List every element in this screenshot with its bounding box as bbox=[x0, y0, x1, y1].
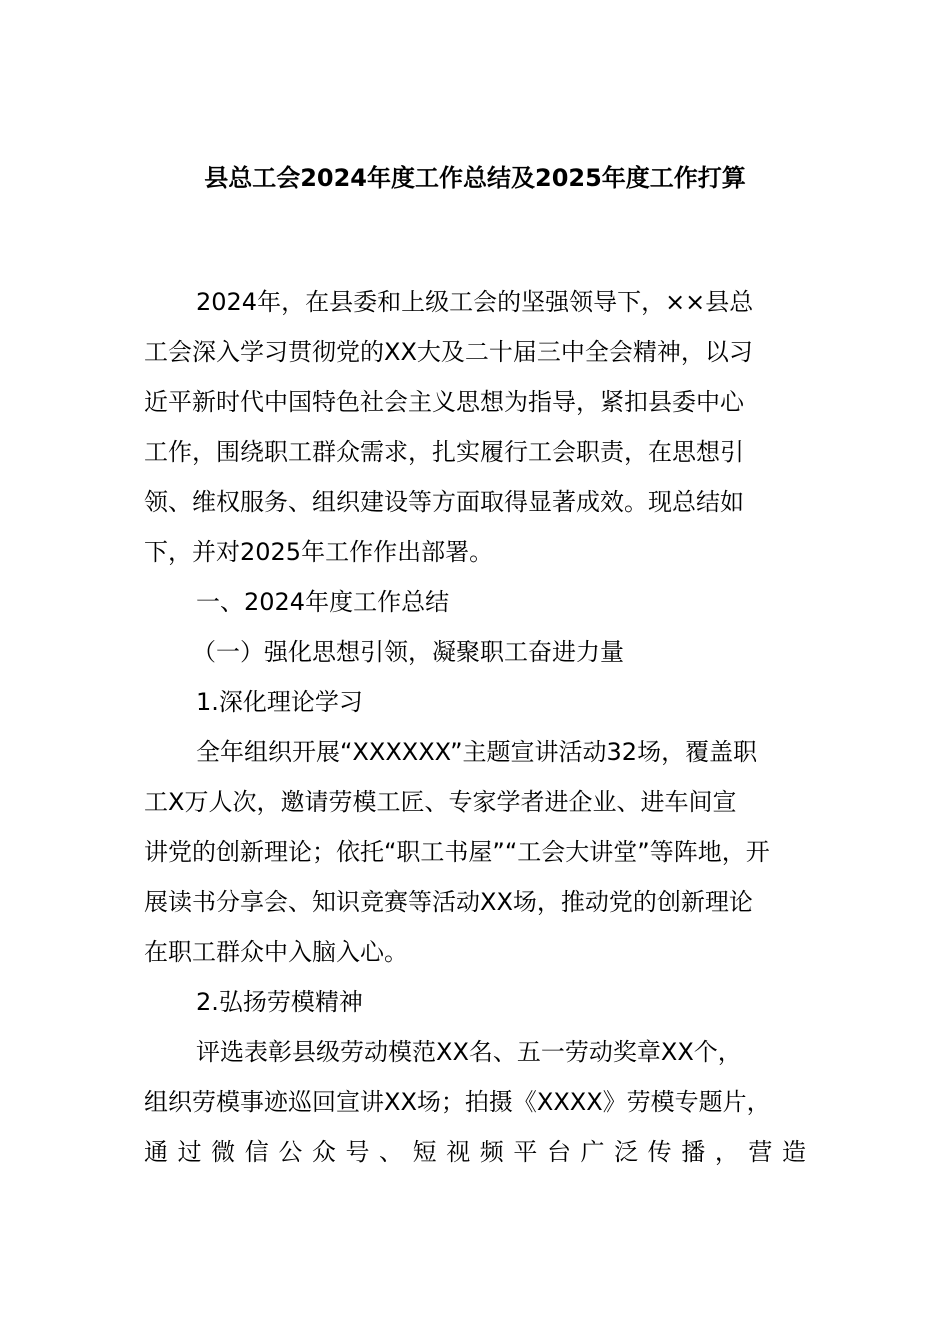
glyph: 过 bbox=[177, 1138, 202, 1166]
glyph: 营 bbox=[748, 1138, 773, 1166]
glyph: ， bbox=[714, 1138, 739, 1166]
glyph: 造 bbox=[781, 1138, 806, 1166]
paragraph-line: 展读书分享会、知识竞赛等活动XX场，推动党的创新理论 bbox=[144, 888, 753, 916]
paragraph-line: 近平新时代中国特色社会主义思想为指导，紧扣县委中心 bbox=[144, 388, 744, 416]
glyph: 众 bbox=[311, 1138, 336, 1166]
glyph: 传 bbox=[647, 1138, 672, 1166]
paragraph-line: 下，并对2025年工作作出部署。 bbox=[144, 538, 494, 566]
glyph: 短 bbox=[412, 1138, 437, 1166]
glyph: 信 bbox=[244, 1138, 269, 1166]
glyph: 台 bbox=[546, 1138, 571, 1166]
subsection-heading: （一）强化思想引领，凝聚职工奋进力量 bbox=[192, 638, 624, 666]
paragraph-line: 工X万人次，邀请劳模工匠、专家学者进企业、进车间宣 bbox=[144, 788, 737, 816]
paragraph-line: 组织劳模事迹巡回宣讲XX场；拍摄《XXXX》劳模专题片， bbox=[144, 1088, 771, 1116]
document-body bbox=[144, 283, 824, 1183]
paragraph-line: 评选表彰县级劳动模范XX名、五一劳动奖章XX个， bbox=[196, 1038, 742, 1066]
glyph: 广 bbox=[580, 1138, 605, 1166]
paragraph-line: 全年组织开展“XXXXXX”主题宣讲活动32场，覆盖职 bbox=[196, 738, 758, 766]
item-heading: 2.弘扬劳模精神 bbox=[196, 988, 363, 1016]
paragraph-line: 领、维权服务、组织建设等方面取得显著成效。现总结如 bbox=[144, 488, 744, 516]
glyph: 、 bbox=[379, 1138, 404, 1166]
page-title: 县总工会2024年度工作总结及2025年度工作打算 bbox=[204, 164, 746, 192]
paragraph-line: 2024年，在县委和上级工会的坚强领导下，××县总 bbox=[196, 288, 754, 316]
glyph: 公 bbox=[278, 1138, 303, 1166]
glyph: 通 bbox=[144, 1138, 168, 1166]
item-heading: 1.深化理论学习 bbox=[196, 688, 363, 716]
paragraph-line: 讲党的创新理论；依托“职工书屋”“工会大讲堂”等阵地，开 bbox=[144, 838, 770, 866]
glyph: 微 bbox=[211, 1138, 236, 1166]
section-heading: 一、2024年度工作总结 bbox=[196, 588, 450, 616]
paragraph-line: 工会深入学习贯彻党的XX大及二十届三中全会精神，以习 bbox=[144, 338, 753, 366]
glyph: 播 bbox=[681, 1138, 706, 1166]
glyph: 泛 bbox=[614, 1138, 639, 1166]
glyph: 平 bbox=[513, 1138, 538, 1166]
glyph: 号 bbox=[345, 1138, 370, 1166]
paragraph-line-justified bbox=[144, 1133, 806, 1183]
glyph: 视 bbox=[446, 1138, 471, 1166]
paragraph-line: 工作，围绕职工群众需求，扎实履行工会职责，在思想引 bbox=[144, 438, 744, 466]
glyph: 频 bbox=[479, 1138, 504, 1166]
paragraph-line: 在职工群众中入脑入心。 bbox=[144, 938, 408, 966]
